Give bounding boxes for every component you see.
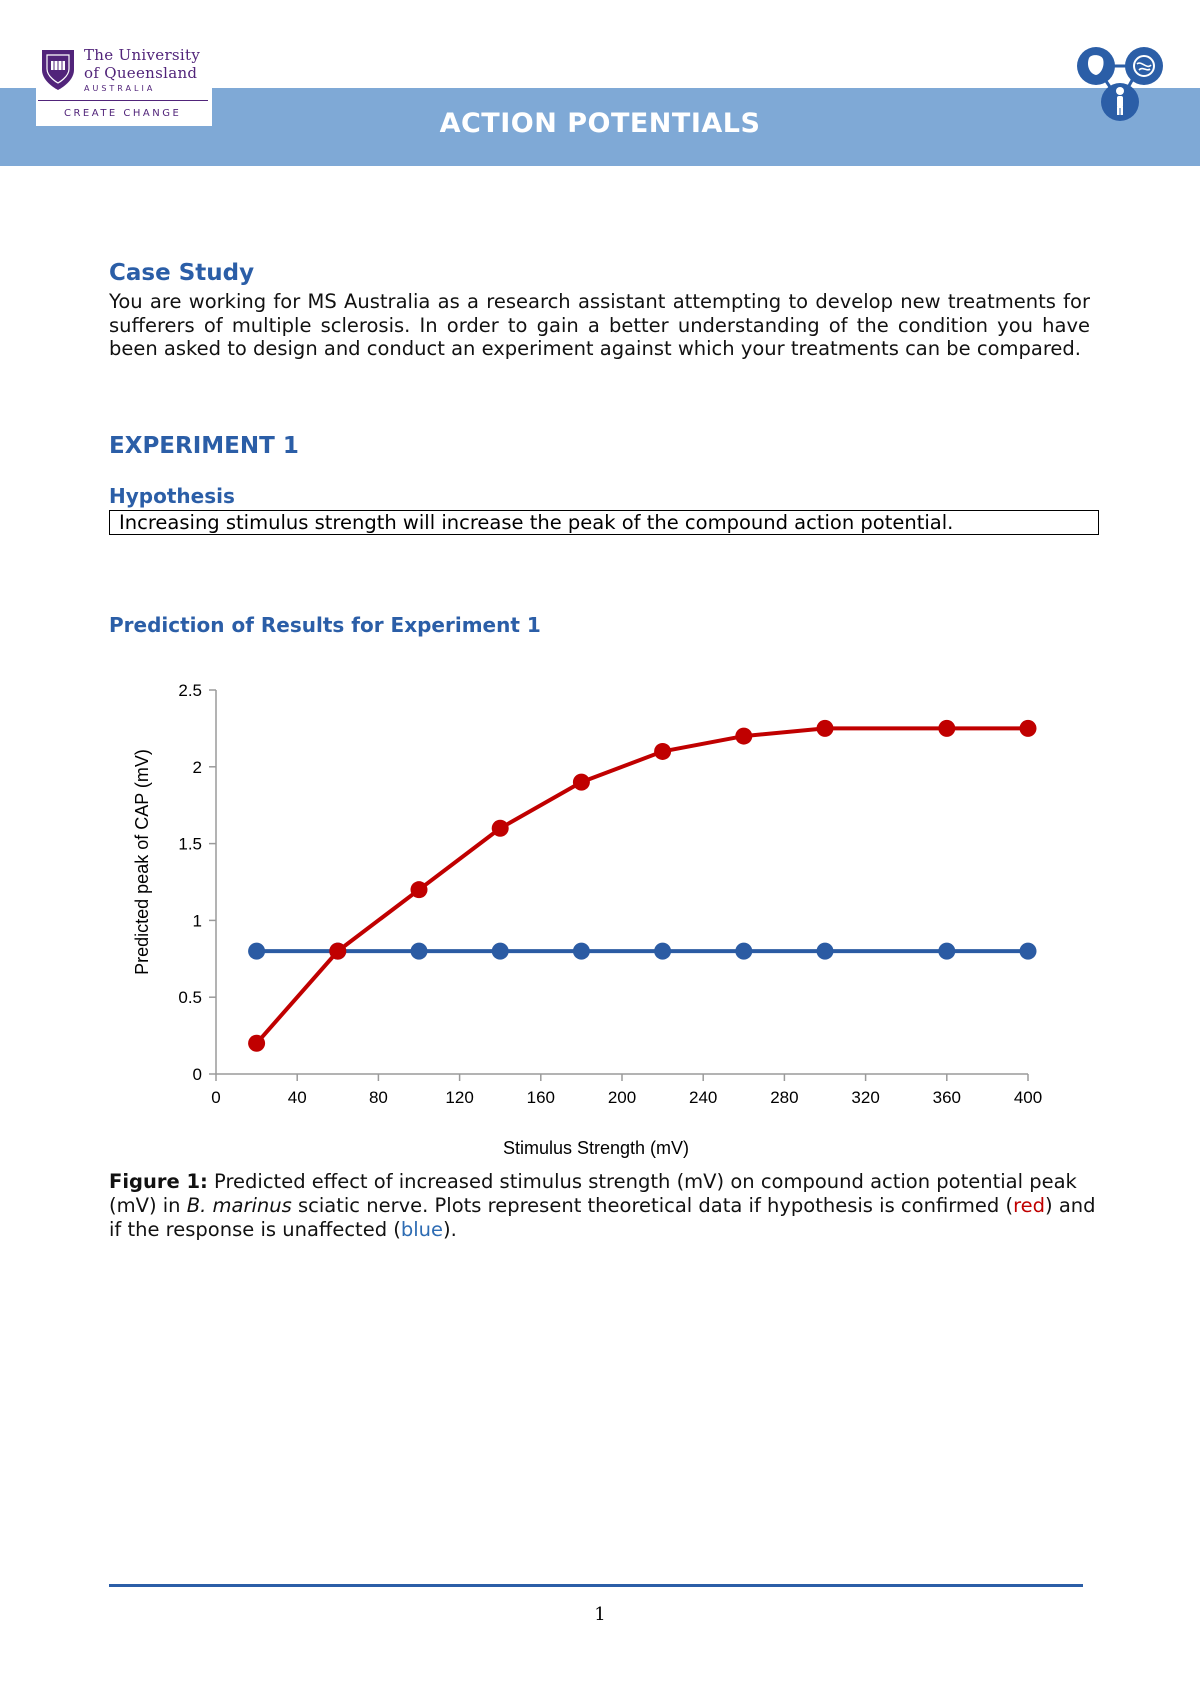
data-point-red: [938, 720, 955, 737]
case-study-heading: Case Study: [109, 260, 255, 286]
y-tick-label: 1: [192, 911, 202, 931]
data-point-blue: [411, 943, 428, 960]
prediction-heading: Prediction of Results for Experiment 1: [109, 613, 541, 637]
logo-line-2: of Queensland: [84, 64, 198, 82]
hypothesis-heading: Hypothesis: [109, 484, 235, 508]
data-point-red: [817, 720, 834, 737]
data-point-red: [329, 943, 346, 960]
data-point-red: [248, 1035, 265, 1052]
caption-red-word: red: [1013, 1194, 1046, 1217]
logo-line-1: The University: [84, 46, 201, 64]
footer-divider: [109, 1584, 1083, 1587]
y-tick-label: 0.5: [178, 988, 202, 1008]
caption-part-4: ).: [443, 1218, 457, 1241]
document-title: ACTION POTENTIALS: [439, 108, 761, 139]
x-axis-label: Stimulus Strength (mV): [502, 1138, 690, 1158]
figure-label: Figure 1:: [109, 1170, 208, 1193]
case-study-text: You are working for MS Australia as a research assistant attempting to develop new treatments for sufferers of multiple sclerosis. In order to gain a better understanding of the condition you have been asked to design and conduct an experiment against which your treatments can be compared.: [109, 290, 1090, 360]
x-tick-label: 200: [607, 1088, 637, 1107]
x-tick-label: 160: [526, 1088, 555, 1107]
data-point-red: [411, 881, 428, 898]
x-tick-label: 40: [287, 1088, 307, 1107]
logo-tagline: CREATE CHANGE: [64, 108, 182, 119]
data-point-red: [654, 743, 671, 760]
caption-part-1: Predicted effect of increased stimulus strength (mV) on compound action potential peak (mV) in: [109, 1170, 1077, 1217]
caption-blue-word: blue: [400, 1218, 444, 1241]
x-tick-label: 0: [211, 1088, 221, 1107]
y-axis-label: Predicted peak of CAP (mV): [132, 749, 152, 975]
page-number: 1: [594, 1604, 606, 1625]
data-point-blue: [735, 943, 752, 960]
data-point-blue: [1020, 943, 1037, 960]
data-point-blue: [654, 943, 671, 960]
data-point-red: [573, 774, 590, 791]
y-tick-label: 2: [192, 757, 202, 777]
data-point-red: [735, 728, 752, 745]
x-tick-label: 240: [689, 1088, 718, 1107]
data-point-red: [492, 820, 509, 837]
data-point-red: [1020, 720, 1037, 737]
experiment-heading: EXPERIMENT 1: [109, 433, 299, 459]
data-point-blue: [248, 943, 265, 960]
data-point-blue: [573, 943, 590, 960]
x-tick-label: 400: [1013, 1088, 1043, 1107]
logo-country: AUSTRALIA: [84, 84, 156, 93]
x-tick-label: 120: [445, 1088, 474, 1107]
x-tick-label: 280: [770, 1088, 799, 1107]
figure-caption: [109, 1170, 1099, 1242]
data-point-blue: [817, 943, 834, 960]
caption-part-2: sciatic nerve. Plots represent theoretical data if hypothesis is confirmed (: [291, 1194, 1014, 1217]
x-tick-label: 320: [851, 1088, 880, 1107]
y-tick-label: 1.5: [178, 834, 202, 854]
data-point-blue: [492, 943, 509, 960]
x-tick-label: 80: [368, 1088, 388, 1107]
caption-species: B. marinus: [186, 1194, 292, 1217]
caption-part-3: ) and if the response is unaffected (: [109, 1194, 1096, 1241]
y-tick-label: 0: [192, 1065, 202, 1084]
x-tick-label: 360: [932, 1088, 961, 1107]
series-line-red: [257, 728, 1028, 1043]
hypothesis-box: Increasing stimulus strength will increase the peak of the compound action potential.: [109, 510, 1099, 535]
y-tick-label: 2.5: [178, 681, 202, 700]
data-point-blue: [938, 943, 955, 960]
